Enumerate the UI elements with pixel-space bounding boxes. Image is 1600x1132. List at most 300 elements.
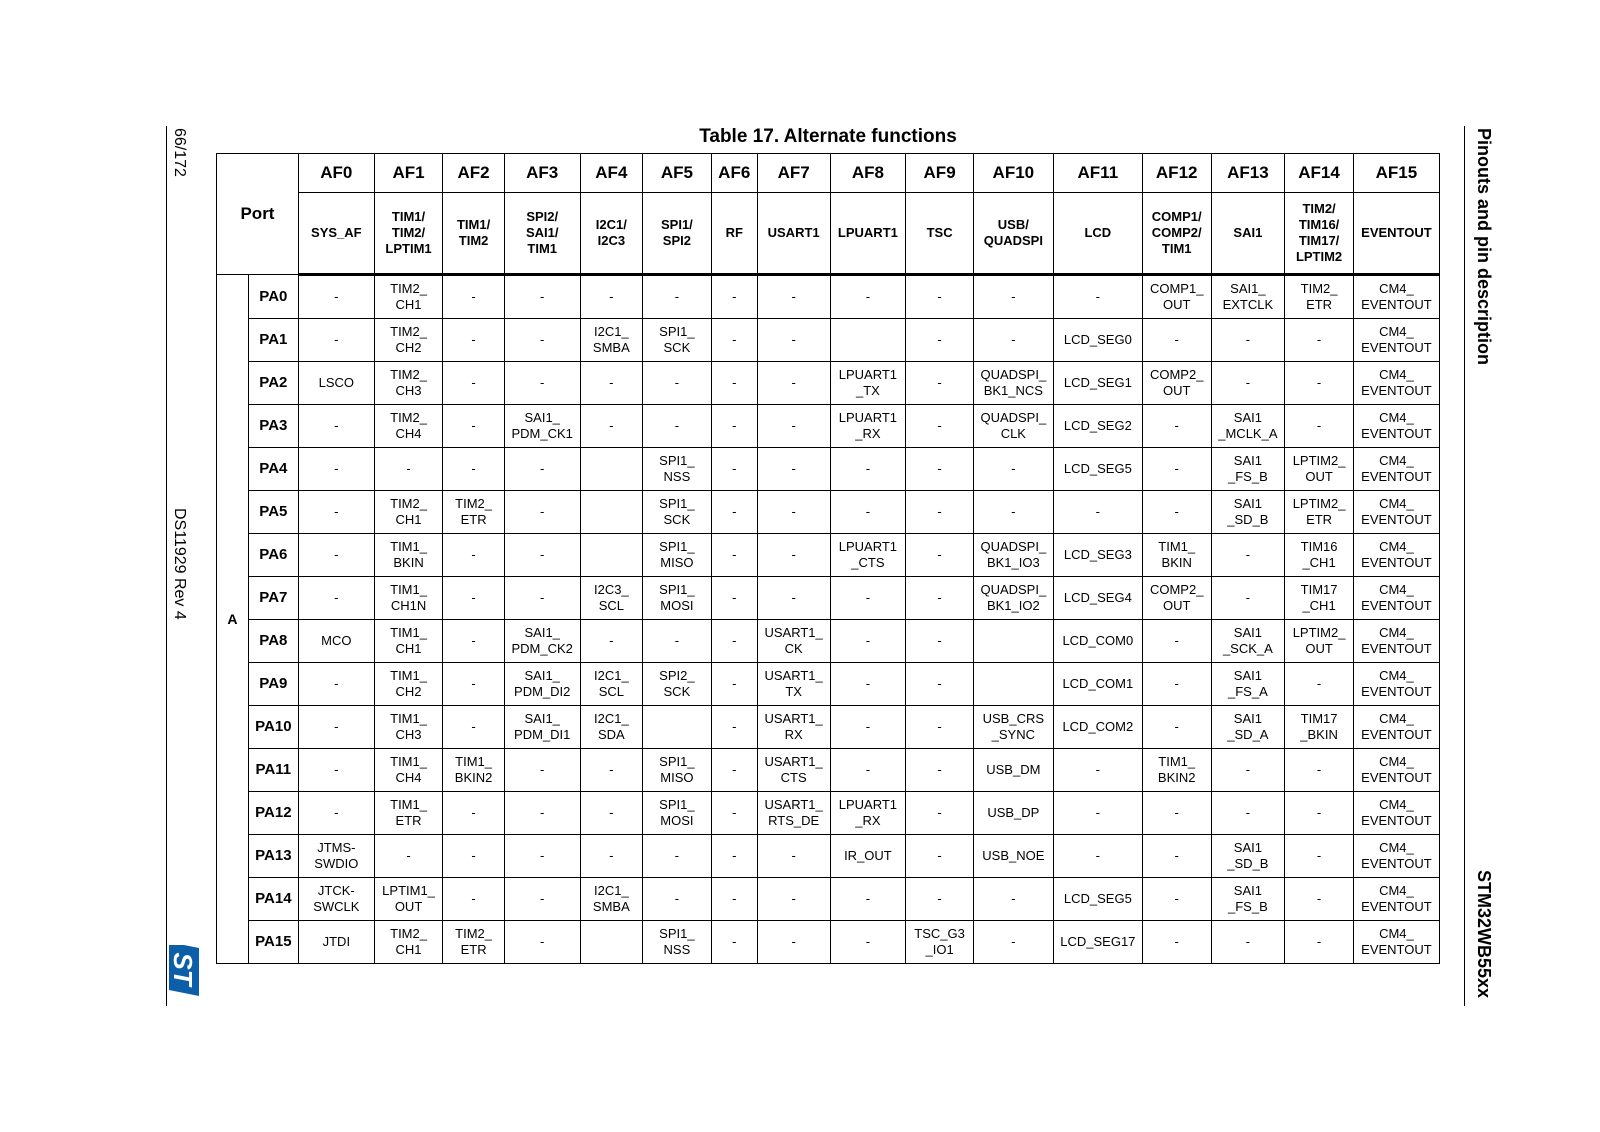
port-group-label: A: [217, 275, 249, 964]
af-cell: -: [830, 921, 906, 964]
af-cell: -: [906, 362, 974, 405]
af-cell: -: [757, 448, 830, 491]
af-cell: -: [580, 749, 642, 792]
pin-name: PA14: [248, 878, 298, 921]
af-cell: CM4_ EVENTOUT: [1353, 792, 1439, 835]
table-row: [217, 362, 1440, 405]
af-cell: -: [1142, 792, 1211, 835]
af-cell: -: [973, 448, 1053, 491]
af-cell: CM4_ EVENTOUT: [1353, 362, 1439, 405]
af-cell: -: [1142, 448, 1211, 491]
af-cell: -: [1053, 275, 1142, 319]
table-row: [217, 491, 1440, 534]
af-cell: -: [906, 749, 974, 792]
af-cell: -: [1053, 835, 1142, 878]
pin-name: PA0: [248, 275, 298, 319]
af-cell: -: [906, 577, 974, 620]
af-cell: -: [504, 921, 580, 964]
af-cell: -: [830, 448, 906, 491]
af-cell: -: [830, 491, 906, 534]
af-cell: LCD_COM0: [1053, 620, 1142, 663]
table-row: [217, 921, 1440, 964]
af-cell: -: [443, 405, 504, 448]
af-cell: -: [1285, 792, 1354, 835]
af-cell: SPI1_ SCK: [643, 319, 712, 362]
function-header-4: I2C1/ I2C3: [580, 193, 642, 275]
af-cell: -: [1142, 491, 1211, 534]
af-cell: -: [1211, 921, 1285, 964]
af-cell: TIM2_ CH1: [374, 275, 443, 319]
af-cell: TIM2_ ETR: [1285, 275, 1354, 319]
af-cell: SAI1 _SD_A: [1211, 706, 1285, 749]
af-cell: -: [711, 792, 757, 835]
af-cell: TIM1_ CH3: [374, 706, 443, 749]
af-cell: SAI1 _SCK_A: [1211, 620, 1285, 663]
af-cell: JTCK- SWCLK: [298, 878, 374, 921]
af-cell: SAI1 _FS_B: [1211, 448, 1285, 491]
af-cell: -: [711, 319, 757, 362]
af-cell: -: [643, 835, 712, 878]
function-header-5: SPI1/ SPI2: [643, 193, 712, 275]
af-cell: LPUART1 _CTS: [830, 534, 906, 577]
af-cell: -: [298, 663, 374, 706]
af-cell: I2C1_ SMBA: [580, 319, 642, 362]
af-cell: -: [1142, 706, 1211, 749]
af-cell: -: [443, 319, 504, 362]
pin-name: PA3: [248, 405, 298, 448]
af-cell: LPTIM2_ OUT: [1285, 448, 1354, 491]
af-cell: LSCO: [298, 362, 374, 405]
af-cell: JTDI: [298, 921, 374, 964]
af-cell: SAI1 _FS_A: [1211, 663, 1285, 706]
af-cell: CM4_ EVENTOUT: [1353, 275, 1439, 319]
af-cell: SAI1_ EXTCLK: [1211, 275, 1285, 319]
table-row: [217, 792, 1440, 835]
af-cell: -: [298, 491, 374, 534]
af-cell: -: [1285, 319, 1354, 362]
af-cell: -: [1211, 362, 1285, 405]
af-cell: CM4_ EVENTOUT: [1353, 534, 1439, 577]
af-cell: -: [580, 405, 642, 448]
af-cell: SAI1 _SD_B: [1211, 491, 1285, 534]
af-cell: LPUART1 _RX: [830, 405, 906, 448]
af-cell: -: [1285, 362, 1354, 405]
af-cell: SPI1_ MOSI: [643, 577, 712, 620]
af-cell: -: [1211, 749, 1285, 792]
af-cell: -: [1053, 749, 1142, 792]
table-row: [217, 878, 1440, 921]
af-cell: CM4_ EVENTOUT: [1353, 835, 1439, 878]
af-cell: -: [643, 362, 712, 405]
af-cell: SAI1 _SD_B: [1211, 835, 1285, 878]
af-cell: -: [580, 362, 642, 405]
af-cell: -: [830, 620, 906, 663]
af-cell: -: [504, 448, 580, 491]
function-header-10: USB/ QUADSPI: [973, 193, 1053, 275]
af-cell: -: [711, 706, 757, 749]
af-cell: QUADSPI_ BK1_IO3: [973, 534, 1053, 577]
af-header-12: AF12: [1142, 154, 1211, 193]
pin-name: PA8: [248, 620, 298, 663]
af-cell: LPUART1 _TX: [830, 362, 906, 405]
af-cell: LCD_SEG5: [1053, 878, 1142, 921]
af-cell: -: [298, 749, 374, 792]
af-cell: -: [757, 362, 830, 405]
af-cell: -: [580, 835, 642, 878]
right-margin-rule: [1464, 126, 1465, 1006]
af-cell: -: [711, 534, 757, 577]
af-cell: TIM2_ CH1: [374, 491, 443, 534]
af-cell: SPI1_ MOSI: [643, 792, 712, 835]
af-cell: CM4_ EVENTOUT: [1353, 620, 1439, 663]
left-margin-rule: [166, 126, 167, 1006]
af-header-10: AF10: [973, 154, 1053, 193]
af-cell: TIM1_ BKIN: [374, 534, 443, 577]
function-header-15: EVENTOUT: [1353, 193, 1439, 275]
table-row: [217, 534, 1440, 577]
af-cell: SPI1_ NSS: [643, 448, 712, 491]
af-cell: -: [504, 275, 580, 319]
af-header-13: AF13: [1211, 154, 1285, 193]
af-cell: TIM17 _CH1: [1285, 577, 1354, 620]
af-cell: TIM2_ CH4: [374, 405, 443, 448]
af-cell: CM4_ EVENTOUT: [1353, 577, 1439, 620]
af-cell: -: [906, 878, 974, 921]
af-header-7: AF7: [757, 154, 830, 193]
af-cell: -: [374, 835, 443, 878]
af-cell: -: [830, 878, 906, 921]
af-cell: I2C1_ SCL: [580, 663, 642, 706]
af-cell: -: [757, 921, 830, 964]
af-cell: -: [711, 921, 757, 964]
af-header-2: AF2: [443, 154, 504, 193]
pin-name: PA7: [248, 577, 298, 620]
table-row: [217, 577, 1440, 620]
af-cell: CM4_ EVENTOUT: [1353, 749, 1439, 792]
af-cell: -: [443, 792, 504, 835]
af-cell: -: [711, 405, 757, 448]
af-cell: -: [830, 749, 906, 792]
function-header-row: [217, 193, 1440, 275]
af-cell: SAI1_ PDM_CK1: [504, 405, 580, 448]
af-cell: TIM2_ ETR: [443, 491, 504, 534]
af-cell: QUADSPI_ BK1_IO2: [973, 577, 1053, 620]
af-cell: -: [298, 792, 374, 835]
af-cell: SAI1 _FS_B: [1211, 878, 1285, 921]
af-cell: -: [906, 448, 974, 491]
af-cell: -: [580, 792, 642, 835]
af-cell: USART1_ RTS_DE: [757, 792, 830, 835]
af-cell: TIM1_ CH1N: [374, 577, 443, 620]
af-cell: [973, 663, 1053, 706]
af-cell: JTMS- SWDIO: [298, 835, 374, 878]
af-cell: -: [711, 878, 757, 921]
af-cell: -: [443, 362, 504, 405]
af-cell: CM4_ EVENTOUT: [1353, 878, 1439, 921]
pin-name: PA13: [248, 835, 298, 878]
af-cell: SPI1_ MISO: [643, 534, 712, 577]
function-header-3: SPI2/ SAI1/ TIM1: [504, 193, 580, 275]
af-cell: -: [757, 835, 830, 878]
af-cell: -: [1285, 835, 1354, 878]
af-cell: -: [906, 835, 974, 878]
af-cell: -: [1142, 921, 1211, 964]
af-cell: -: [443, 706, 504, 749]
table-row: [217, 663, 1440, 706]
af-header-4: AF4: [580, 154, 642, 193]
function-header-2: TIM1/ TIM2: [443, 193, 504, 275]
pin-name: PA6: [248, 534, 298, 577]
function-header-8: LPUART1: [830, 193, 906, 275]
af-cell: -: [1211, 792, 1285, 835]
af-cell: -: [711, 275, 757, 319]
af-cell: -: [443, 448, 504, 491]
af-cell: -: [1285, 663, 1354, 706]
af-cell: SAI1 _MCLK_A: [1211, 405, 1285, 448]
af-cell: I2C3_ SCL: [580, 577, 642, 620]
af-cell: -: [643, 405, 712, 448]
af-cell: -: [711, 362, 757, 405]
af-cell: LCD_SEG0: [1053, 319, 1142, 362]
af-cell: CM4_ EVENTOUT: [1353, 405, 1439, 448]
af-cell: SPI2_ SCK: [643, 663, 712, 706]
af-header-row: [217, 154, 1440, 193]
af-header-15: AF15: [1353, 154, 1439, 193]
af-cell: [580, 491, 642, 534]
af-cell: -: [1211, 319, 1285, 362]
af-cell: -: [504, 362, 580, 405]
af-cell: -: [1142, 319, 1211, 362]
af-cell: CM4_ EVENTOUT: [1353, 706, 1439, 749]
af-cell: COMP2_ OUT: [1142, 362, 1211, 405]
af-cell: SAI1_ PDM_CK2: [504, 620, 580, 663]
table-body: [217, 275, 1440, 964]
function-header-12: COMP1/ COMP2/ TIM1: [1142, 193, 1211, 275]
af-cell: -: [711, 448, 757, 491]
af-cell: TIM1_ CH4: [374, 749, 443, 792]
af-header-8: AF8: [830, 154, 906, 193]
af-cell: -: [374, 448, 443, 491]
af-cell: -: [1211, 577, 1285, 620]
af-cell: [580, 534, 642, 577]
af-cell: CM4_ EVENTOUT: [1353, 491, 1439, 534]
function-header-7: USART1: [757, 193, 830, 275]
af-cell: COMP1_ OUT: [1142, 275, 1211, 319]
af-cell: LPTIM2_ OUT: [1285, 620, 1354, 663]
af-cell: I2C1_ SDA: [580, 706, 642, 749]
part-number: STM32WB55xx: [1474, 870, 1494, 999]
af-cell: LPTIM1_ OUT: [374, 878, 443, 921]
af-cell: -: [298, 275, 374, 319]
af-cell: -: [1211, 534, 1285, 577]
pin-name: PA11: [248, 749, 298, 792]
af-header-14: AF14: [1285, 154, 1354, 193]
document-id: DS11929 Rev 4: [171, 508, 188, 620]
af-cell: SAI1_ PDM_DI2: [504, 663, 580, 706]
table-title: Table 17. Alternate functions: [699, 126, 957, 147]
function-header-13: SAI1: [1211, 193, 1285, 275]
af-cell: -: [830, 275, 906, 319]
af-cell: -: [443, 878, 504, 921]
af-cell: -: [298, 534, 374, 577]
af-cell: -: [906, 706, 974, 749]
af-cell: -: [830, 577, 906, 620]
af-cell: -: [443, 534, 504, 577]
af-cell: CM4_ EVENTOUT: [1353, 448, 1439, 491]
af-cell: TIM1_ ETR: [374, 792, 443, 835]
af-cell: TIM16 _CH1: [1285, 534, 1354, 577]
page-number: 66/172: [171, 128, 188, 177]
af-cell: USB_CRS _SYNC: [973, 706, 1053, 749]
af-cell: LCD_SEG3: [1053, 534, 1142, 577]
af-cell: -: [1142, 620, 1211, 663]
af-cell: -: [504, 491, 580, 534]
af-cell: USART1_ TX: [757, 663, 830, 706]
af-cell: TIM2_ CH2: [374, 319, 443, 362]
function-header-6: RF: [711, 193, 757, 275]
af-cell: -: [504, 792, 580, 835]
port-header: Port: [217, 154, 299, 275]
af-cell: -: [906, 491, 974, 534]
af-cell: -: [973, 275, 1053, 319]
af-cell: -: [643, 878, 712, 921]
function-header-1: TIM1/ TIM2/ LPTIM1: [374, 193, 443, 275]
af-cell: -: [298, 577, 374, 620]
af-cell: -: [973, 921, 1053, 964]
af-cell: USB_DP: [973, 792, 1053, 835]
af-cell: CM4_ EVENTOUT: [1353, 921, 1439, 964]
af-cell: LCD_SEG2: [1053, 405, 1142, 448]
pin-name: PA15: [248, 921, 298, 964]
af-cell: SPI1_ MISO: [643, 749, 712, 792]
af-cell: USB_NOE: [973, 835, 1053, 878]
af-cell: -: [973, 878, 1053, 921]
st-logo-icon: [166, 945, 202, 999]
af-cell: MCO: [298, 620, 374, 663]
table-row: [217, 405, 1440, 448]
af-cell: -: [757, 491, 830, 534]
af-cell: -: [643, 620, 712, 663]
af-cell: -: [906, 319, 974, 362]
af-cell: -: [1285, 405, 1354, 448]
af-cell: -: [443, 835, 504, 878]
af-cell: -: [757, 275, 830, 319]
af-header-9: AF9: [906, 154, 974, 193]
af-cell: USART1_ CK: [757, 620, 830, 663]
af-cell: -: [973, 491, 1053, 534]
af-cell: -: [711, 491, 757, 534]
pin-name: PA9: [248, 663, 298, 706]
af-cell: -: [1285, 921, 1354, 964]
af-cell: USART1_ RX: [757, 706, 830, 749]
af-cell: -: [1142, 405, 1211, 448]
svg-text:ST: ST: [168, 952, 198, 986]
af-header-0: AF0: [298, 154, 374, 193]
af-cell: -: [906, 792, 974, 835]
af-cell: -: [1285, 749, 1354, 792]
af-cell: -: [973, 319, 1053, 362]
af-cell: -: [298, 448, 374, 491]
af-cell: -: [643, 275, 712, 319]
af-cell: LCD_SEG5: [1053, 448, 1142, 491]
af-cell: -: [504, 534, 580, 577]
af-cell: -: [757, 577, 830, 620]
table-row: [217, 319, 1440, 362]
af-cell: [580, 921, 642, 964]
af-cell: -: [711, 749, 757, 792]
af-cell: [580, 448, 642, 491]
af-cell: TIM2_ ETR: [443, 921, 504, 964]
af-cell: -: [757, 878, 830, 921]
af-cell: LCD_SEG17: [1053, 921, 1142, 964]
af-cell: -: [443, 620, 504, 663]
af-cell: CM4_ EVENTOUT: [1353, 663, 1439, 706]
af-cell: -: [504, 319, 580, 362]
pin-name: PA5: [248, 491, 298, 534]
af-cell: TSC_G3 _IO1: [906, 921, 974, 964]
table-row: [217, 620, 1440, 663]
af-cell: I2C1_ SMBA: [580, 878, 642, 921]
af-cell: SAI1_ PDM_DI1: [504, 706, 580, 749]
pin-name: PA4: [248, 448, 298, 491]
af-cell: -: [830, 706, 906, 749]
af-cell: TIM1_ BKIN2: [1142, 749, 1211, 792]
af-cell: -: [906, 620, 974, 663]
af-cell: TIM1_ BKIN: [1142, 534, 1211, 577]
af-cell: -: [580, 620, 642, 663]
af-cell: -: [1142, 663, 1211, 706]
af-cell: -: [443, 663, 504, 706]
af-cell: TIM1_ CH1: [374, 620, 443, 663]
af-cell: IR_OUT: [830, 835, 906, 878]
af-cell: -: [298, 405, 374, 448]
af-cell: -: [1285, 878, 1354, 921]
af-header-11: AF11: [1053, 154, 1142, 193]
af-cell: COMP2_ OUT: [1142, 577, 1211, 620]
table-row: [217, 275, 1440, 319]
af-cell: -: [906, 534, 974, 577]
af-cell: LPTIM2_ ETR: [1285, 491, 1354, 534]
af-cell: -: [711, 620, 757, 663]
af-cell: -: [1053, 792, 1142, 835]
table-row: [217, 448, 1440, 491]
af-cell: -: [757, 534, 830, 577]
af-cell: USB_DM: [973, 749, 1053, 792]
af-header-6: AF6: [711, 154, 757, 193]
alternate-functions-table: [216, 153, 1440, 964]
af-header-1: AF1: [374, 154, 443, 193]
af-cell: LCD_SEG4: [1053, 577, 1142, 620]
af-cell: LPUART1 _RX: [830, 792, 906, 835]
section-title: Pinouts and pin description: [1474, 128, 1494, 366]
af-cell: -: [504, 835, 580, 878]
pin-name: PA1: [248, 319, 298, 362]
af-cell: -: [298, 319, 374, 362]
af-cell: TIM1_ BKIN2: [443, 749, 504, 792]
af-cell: [830, 319, 906, 362]
af-header-3: AF3: [504, 154, 580, 193]
table-row: [217, 706, 1440, 749]
af-cell: QUADSPI_ BK1_NCS: [973, 362, 1053, 405]
af-cell: -: [443, 275, 504, 319]
af-cell: TIM2_ CH3: [374, 362, 443, 405]
af-cell: -: [298, 706, 374, 749]
af-cell: -: [711, 663, 757, 706]
af-cell: -: [906, 275, 974, 319]
af-cell: LCD_COM2: [1053, 706, 1142, 749]
af-cell: TIM1_ CH2: [374, 663, 443, 706]
af-cell: CM4_ EVENTOUT: [1353, 319, 1439, 362]
